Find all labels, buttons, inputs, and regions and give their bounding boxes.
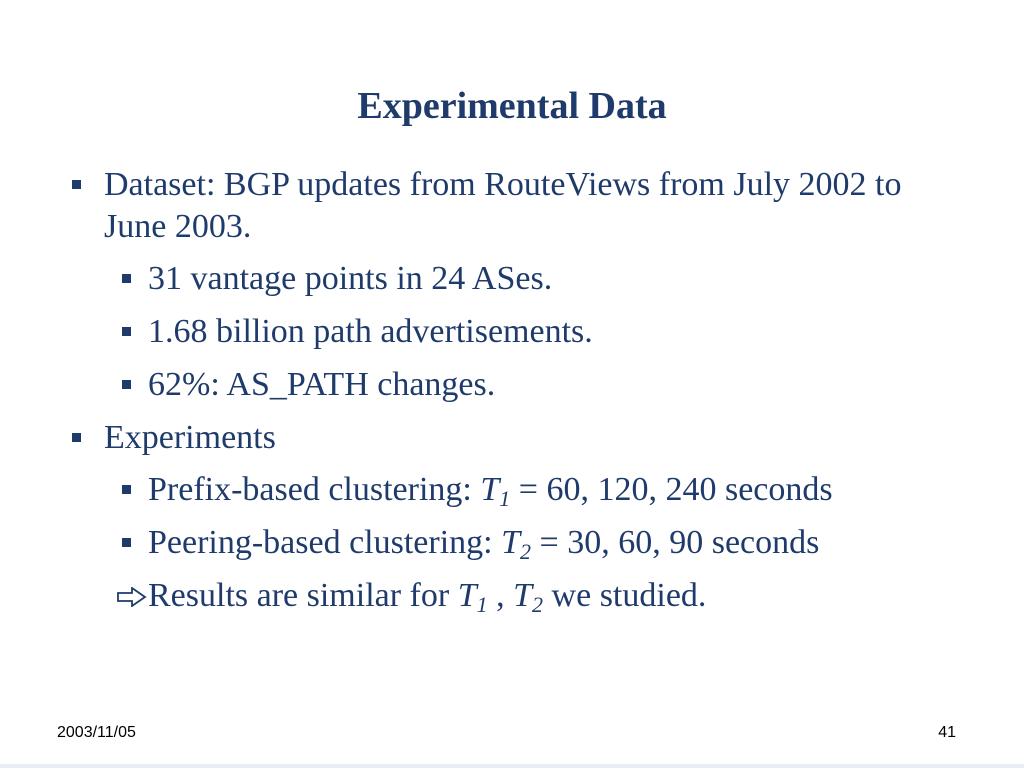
math-symbol: $T_2$ xyxy=(501,524,532,564)
sub-bullet-prefix-clustering xyxy=(66,469,966,511)
sub-bullet-path-advertisements xyxy=(66,311,966,353)
footer-date: 2003/11/05 xyxy=(57,724,136,741)
bullet-text: 62%: AS_PATH changes. xyxy=(148,366,496,403)
square-bullet-icon xyxy=(122,327,131,336)
bullet-experiments xyxy=(66,417,966,459)
square-bullet-icon xyxy=(72,433,81,442)
square-bullet-icon xyxy=(122,380,131,389)
bullet-text: Results are similar for $T_1$ , $T_2$ we studied. xyxy=(148,577,707,617)
square-bullet-icon xyxy=(122,485,131,494)
square-bullet-icon xyxy=(72,180,81,189)
slide-title: Experimental Data xyxy=(357,85,667,127)
square-bullet-icon xyxy=(122,538,131,547)
bullet-text: Peering-based clustering: $T_2 = 30$, 60, 90 seconds xyxy=(148,524,820,564)
bullet-dataset xyxy=(66,164,966,248)
math-symbol: $T_2$ xyxy=(513,577,544,617)
conclusion-results-similar xyxy=(66,575,966,617)
slide-body xyxy=(66,164,966,617)
sub-bullet-vantage-points xyxy=(66,258,966,300)
bullet-text: Dataset: BGP updates from RouteViews from July 2002 to June 2003. xyxy=(104,166,902,245)
sub-bullet-peering-clustering xyxy=(66,522,966,564)
square-bullet-icon xyxy=(122,274,131,283)
bullet-text: Prefix-based clustering: $T_1 = 60$, 120, 240 seconds xyxy=(148,471,833,511)
math-symbol: $T_1$ xyxy=(457,577,488,617)
bullet-text: Experiments xyxy=(104,419,276,456)
page-number: 41 xyxy=(938,724,956,741)
right-arrow-outline-icon xyxy=(116,587,148,607)
sub-bullet-as-path-changes xyxy=(66,364,966,406)
bullet-text: 1.68 billion path advertisements. xyxy=(148,313,593,350)
bullet-text: 31 vantage points in 24 ASes. xyxy=(148,260,553,297)
bottom-divider xyxy=(0,764,1024,768)
math-symbol: $T_1$ xyxy=(480,471,511,511)
